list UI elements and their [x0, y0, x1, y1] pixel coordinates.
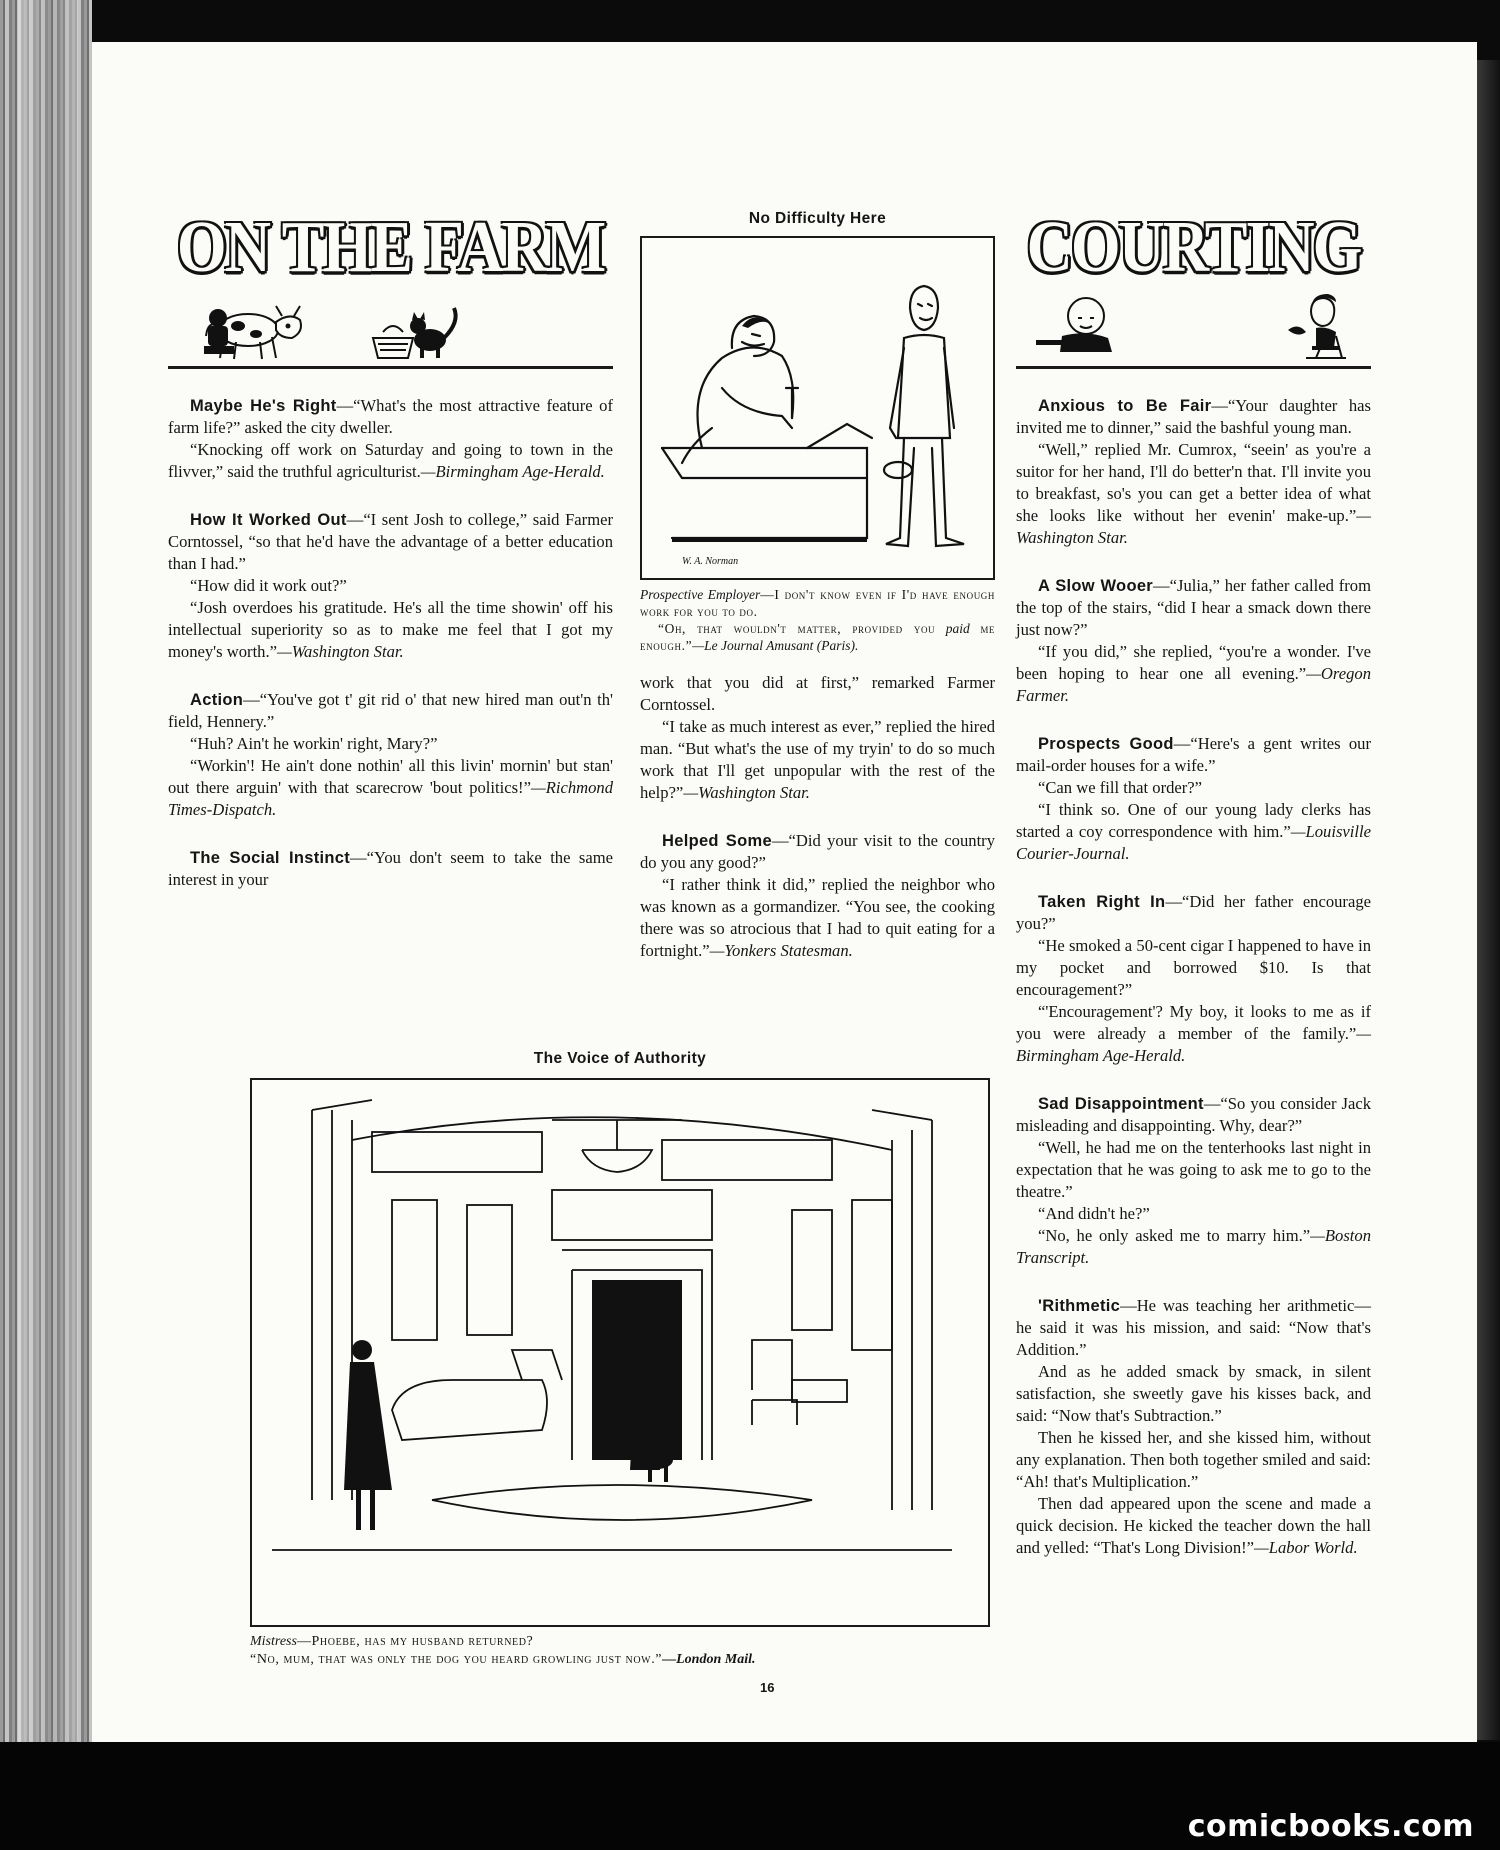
farm-section-title: ON THE FARM: [176, 205, 605, 288]
item-source: —Louisville Courier-Journal.: [1016, 822, 1371, 863]
item-text: —“I sent Josh to college,” said Farmer Corntossel, “so that he'd have the advantage of a better education than I had.”: [168, 510, 613, 573]
courting-section-title: COURTING: [1026, 205, 1361, 288]
courting-items: [1016, 395, 1371, 1559]
item-text: “Workin'! He ain't done nothin' all this livin' mornin' but stan' out there arguin' with that scarecrow 'bout politics!”: [168, 756, 613, 797]
item-headline: Action: [190, 691, 244, 709]
item-headline: 'Rithmetic: [1038, 1297, 1121, 1315]
caption-line: “Oh, that wouldn't matter, provided you: [658, 621, 936, 636]
courting-item-sad-disappointment: [1016, 1093, 1371, 1269]
item-text: work that you did at first,” remarked Farmer Corntossel.: [640, 673, 995, 714]
courting-item-prospects-good: [1016, 733, 1371, 865]
item-text: “Can we fill that order?”: [1038, 778, 1203, 797]
item-text: “Josh overdoes his gratitude. He's all the time showin' off his intellectual superiority so as to make me feel that I got my money's worth.”: [168, 598, 613, 661]
item-text: —“What's the most attractive feature of farm life?” asked the city dweller.: [168, 396, 614, 437]
item-text: “He smoked a 50-cent cigar I happened to have in my pocket and borrowed $10. Is that encouragement?”: [1016, 936, 1371, 999]
item-text: —“Did your visit to the country do you any good?”: [640, 831, 996, 872]
farm-header-rule: [168, 366, 613, 369]
item-text: Then he kissed her, and she kissed him, without any explanation. Then both together smiled and said: “Ah! that's Multiplication.”: [1016, 1428, 1371, 1491]
courting-header-rule: [1016, 366, 1371, 369]
page-number: 16: [760, 1680, 775, 1695]
caption-line: —I don't know even if I'd have enough work for you to do.: [640, 587, 995, 619]
farm-item-continued: [640, 672, 995, 804]
middle-column: [640, 210, 995, 988]
item-source: —Washington Star.: [1016, 506, 1371, 547]
item-text: —“So you consider Jack misleading and disappointing. Why, dear?”: [1016, 1094, 1371, 1135]
item-headline: The Social Instinct: [190, 849, 351, 867]
cartoon-title: No Difficulty Here: [748, 210, 887, 227]
item-text: And as he added smack by smack, in silent satisfaction, she sweetly gave his kisses back, and said: “Now that's Subtraction.”: [1016, 1362, 1371, 1425]
item-source: —Birmingham Age-Herald.: [1016, 1024, 1371, 1065]
caption-reply: “No, mum, that was only the dog you heard growling just now.”: [250, 1652, 663, 1667]
item-source: —Washington Star.: [277, 642, 404, 661]
item-text: “Huh? Ain't he workin' right, Mary?”: [190, 734, 438, 753]
book-binding: [0, 0, 92, 1850]
item-text: “I take as much interest as ever,” replied the hired man. “But what's the use of my tryin' to do so much work that I'll get unpopular with the rest of the help?”: [640, 717, 995, 802]
drawing-room-scene: [252, 1080, 984, 1621]
item-source: —Richmond Times-Dispatch.: [168, 778, 613, 819]
item-headline: Anxious to Be Fair: [1038, 397, 1212, 415]
cartoon-title: The Voice of Authority: [533, 1050, 707, 1067]
courting-item-anxious-to-be-fair: [1016, 395, 1371, 549]
item-text: “And didn't he?”: [1038, 1204, 1150, 1223]
cartoon-no-difficulty: [640, 236, 995, 580]
item-source: —Oregon Farmer.: [1016, 664, 1371, 705]
farm-item-maybe-hes-right: [168, 395, 613, 483]
item-headline: Helped Some: [662, 832, 772, 850]
farm-column: [168, 205, 614, 917]
item-source: —Boston Transcript.: [1016, 1226, 1371, 1267]
item-text: “Well, he had me on the tenterhooks last night in expectation that he was going to ask me to go to the theatre.”: [1016, 1138, 1371, 1201]
item-source: —Yonkers Statesman.: [709, 941, 853, 960]
item-headline: Maybe He's Right: [190, 397, 337, 415]
item-source: —Washington Star.: [683, 783, 810, 802]
courting-item-slow-wooer: [1016, 575, 1371, 707]
farm-header-art: [168, 282, 613, 364]
item-text: “'Encouragement'? My boy, it looks to me as if you were already a member of the family.”: [1016, 1002, 1371, 1043]
item-headline: How It Worked Out: [190, 511, 347, 529]
item-text: “I rather think it did,” replied the neighbor who was known as a gormandizer. “You see, the cooking there was so atrocious that I had to quit eating for a fortnight.”: [640, 875, 995, 960]
cartoon-signature: W. A. Norman: [682, 556, 739, 567]
item-text: “I think so. One of our young lady clerks has started a coy correspondence with him.”: [1016, 800, 1371, 841]
item-headline: Taken Right In: [1038, 893, 1166, 911]
item-headline: Sad Disappointment: [1038, 1095, 1204, 1113]
voice-of-authority-cartoon: [250, 1050, 990, 1669]
courting-item-rithmetic: [1016, 1295, 1371, 1559]
caption-line: —Phoebe, has my husband returned?: [296, 1634, 534, 1649]
item-text: —“Did her father encourage you?”: [1016, 892, 1371, 933]
farm-items: [168, 395, 613, 891]
item-text: “Well,” replied Mr. Cumrox, “seein' as you're a suitor for her hand, I'll do better'n that. I'll invite you to breakfast, so's you can get a better idea of what she looks like without her evenin' make-up.”: [1016, 440, 1371, 525]
farm-item-action: [168, 689, 613, 821]
item-source: —Labor World.: [1254, 1538, 1358, 1557]
farm-item-helped-some: [640, 830, 995, 962]
suitor-and-lady-illustration: [1016, 282, 1371, 364]
caption-source: —Le Journal Amusant (Paris).: [692, 638, 859, 653]
caption-reply: [640, 620, 995, 654]
caption-speaker: Prospective Employer: [640, 587, 761, 602]
farm-item-social-instinct: [168, 847, 613, 891]
caption-source: —London Mail.: [662, 1652, 756, 1667]
courting-header-art: [1016, 282, 1371, 364]
courting-column: [1016, 205, 1372, 1585]
employer-and-applicant-drawing: [642, 238, 993, 574]
item-text: —“You don't seem to take the same interest in your: [168, 848, 613, 889]
farm-item-how-it-worked-out: [168, 509, 613, 663]
item-headline: A Slow Wooer: [1038, 577, 1154, 595]
item-text: “How did it work out?”: [190, 576, 347, 595]
cow-and-cat-illustration: [168, 282, 613, 364]
courting-item-taken-right-in: [1016, 891, 1371, 1067]
bottom-cartoon-caption: [250, 1633, 990, 1669]
caption-line: me enough.”: [640, 621, 996, 653]
caption-emphasis: paid: [945, 621, 970, 636]
item-text: —“Julia,” her father called from the top of the stairs, “did I hear a smack down there just now?”: [1016, 576, 1372, 639]
watermark: comicbooks.com: [1187, 1809, 1474, 1844]
item-text: —“Here's a gent writes our mail-order houses for a wife.”: [1016, 734, 1371, 775]
item-source: —Birmingham Age-Herald.: [420, 462, 605, 481]
item-headline: Prospects Good: [1038, 735, 1174, 753]
item-text: —He was teaching her arithmetic—he said it was his mission, and said: “Now that's Addition.”: [1016, 1296, 1371, 1359]
next-page-edge: [1477, 60, 1500, 1740]
item-text: Then dad appeared upon the scene and made a quick decision. He kicked the teacher down the hall and yelled: “That's Long Division!”: [1016, 1494, 1371, 1557]
cartoon-caption: [640, 586, 995, 654]
caption-speaker: Mistress: [250, 1634, 297, 1649]
item-text: “If you did,” she replied, “you're a wonder. I've been hoping to hear one all evening.”: [1016, 642, 1371, 683]
item-text: “No, he only asked me to marry him.”: [1038, 1226, 1311, 1245]
item-text: —“Your daughter has invited me to dinner,” said the bashful young man.: [1016, 396, 1371, 437]
drawing-room-drawing: [250, 1078, 990, 1627]
item-text: —“You've got t' git rid o' that new hired man out'n th' field, Hennery.”: [168, 690, 613, 731]
item-text: “Knocking off work on Saturday and going to town in the flivver,” said the truthful agriculturist.: [168, 440, 613, 481]
